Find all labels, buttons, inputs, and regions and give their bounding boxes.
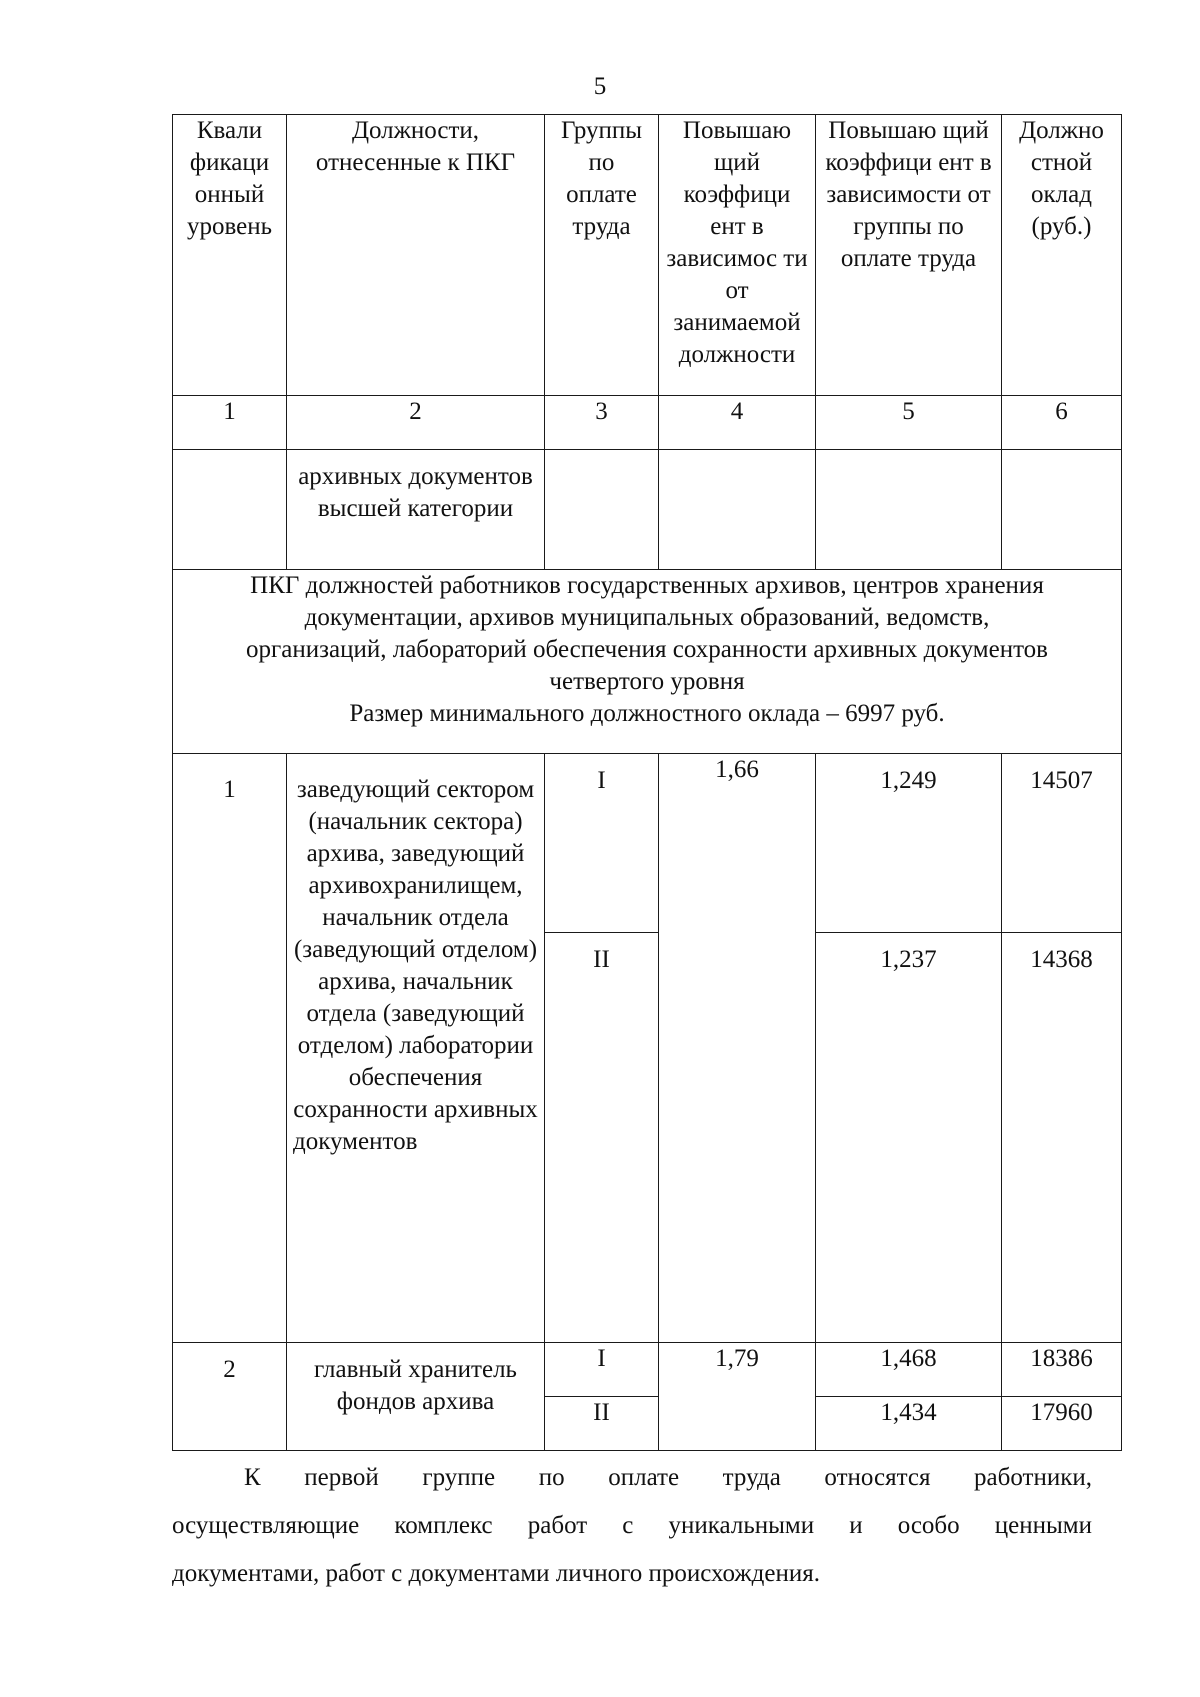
header-pay-group: Группы по оплате труда bbox=[545, 115, 659, 396]
section-title-line: документации, архивов муниципальных образований, ведомств, bbox=[304, 604, 990, 631]
continuation-positions: архивных документов высшей категории bbox=[287, 450, 545, 570]
table-row bbox=[173, 1343, 1122, 1397]
salary-table bbox=[172, 114, 1122, 1451]
column-number: 5 bbox=[816, 396, 1002, 450]
empty-cell bbox=[173, 450, 287, 570]
group-coefficient-cell: 1,468 bbox=[816, 1343, 1002, 1397]
section-title-line: ПКГ должностей работников государственных архивов, центров хранения bbox=[250, 572, 1044, 599]
header-positions: Должности, отнесенные к ПКГ bbox=[287, 115, 545, 396]
pay-group-cell: II bbox=[545, 933, 659, 1343]
position-coefficient-cell: 1,66 bbox=[659, 754, 816, 1343]
column-number: 1 bbox=[173, 396, 287, 450]
header-qualification-level: Квали фикаци онный уровень bbox=[173, 115, 287, 396]
continuation-row bbox=[173, 450, 1122, 570]
position-coefficient-cell: 1,79 bbox=[659, 1343, 816, 1451]
column-number: 6 bbox=[1002, 396, 1122, 450]
group-coefficient-cell: 1,249 bbox=[816, 754, 1002, 933]
empty-cell bbox=[1002, 450, 1122, 570]
positions-cell: главный хранитель фондов архива bbox=[287, 1343, 545, 1451]
empty-cell bbox=[545, 450, 659, 570]
header-salary: Должно стной оклад (руб.) bbox=[1002, 115, 1122, 396]
column-number-row bbox=[173, 396, 1122, 450]
section-row bbox=[173, 570, 1122, 754]
pay-group-cell: II bbox=[545, 1397, 659, 1451]
table-header-row bbox=[173, 115, 1122, 396]
pay-group-cell: I bbox=[545, 754, 659, 933]
paragraph-line: документами, работ с документами личного происхождения. bbox=[172, 1560, 820, 1587]
salary-cell: 14507 bbox=[1002, 754, 1122, 933]
empty-cell bbox=[659, 450, 816, 570]
header-position-coefficient: Повышаю щий коэффици ент в зависимос ти от занимаемой должности bbox=[659, 115, 816, 396]
pay-group-cell: I bbox=[545, 1343, 659, 1397]
section-title-line: организаций, лабораторий обеспечения сохранности архивных документов bbox=[246, 636, 1048, 663]
group-coefficient-cell: 1,237 bbox=[816, 933, 1002, 1343]
salary-cell: 14368 bbox=[1002, 933, 1122, 1343]
column-number: 2 bbox=[287, 396, 545, 450]
qualification-level-cell: 1 bbox=[173, 754, 287, 1343]
paragraph-line: осуществляющие комплекс работ с уникальными и особо ценными bbox=[172, 1512, 1092, 1539]
section-title-line: четвертого уровня bbox=[549, 668, 745, 695]
qualification-level-cell: 2 bbox=[173, 1343, 287, 1451]
empty-cell bbox=[816, 450, 1002, 570]
salary-cell: 18386 bbox=[1002, 1343, 1122, 1397]
column-number: 4 bbox=[659, 396, 816, 450]
header-group-coefficient: Повышаю щий коэффици ент в зависимости от группы по оплате труда bbox=[816, 115, 1002, 396]
group-coefficient-cell: 1,434 bbox=[816, 1397, 1002, 1451]
section-title bbox=[173, 570, 1122, 754]
section-min-salary: Размер минимального должностного оклада – 6997 руб. bbox=[349, 700, 945, 727]
paragraph-line: К первой группе по оплате труда относятся работники, bbox=[244, 1464, 1092, 1491]
table-row bbox=[173, 754, 1122, 933]
page-number: 5 bbox=[593, 73, 607, 100]
column-number: 3 bbox=[545, 396, 659, 450]
positions-cell: заведующий сектором (начальник сектора) архива, заведующий архивохранилищем, начальник отдела (заведующий отделом) архива, начальник отдела (заведующий отделом) лаборатории обеспечения сохранности архивных документов bbox=[287, 754, 545, 1343]
salary-cell: 17960 bbox=[1002, 1397, 1122, 1451]
